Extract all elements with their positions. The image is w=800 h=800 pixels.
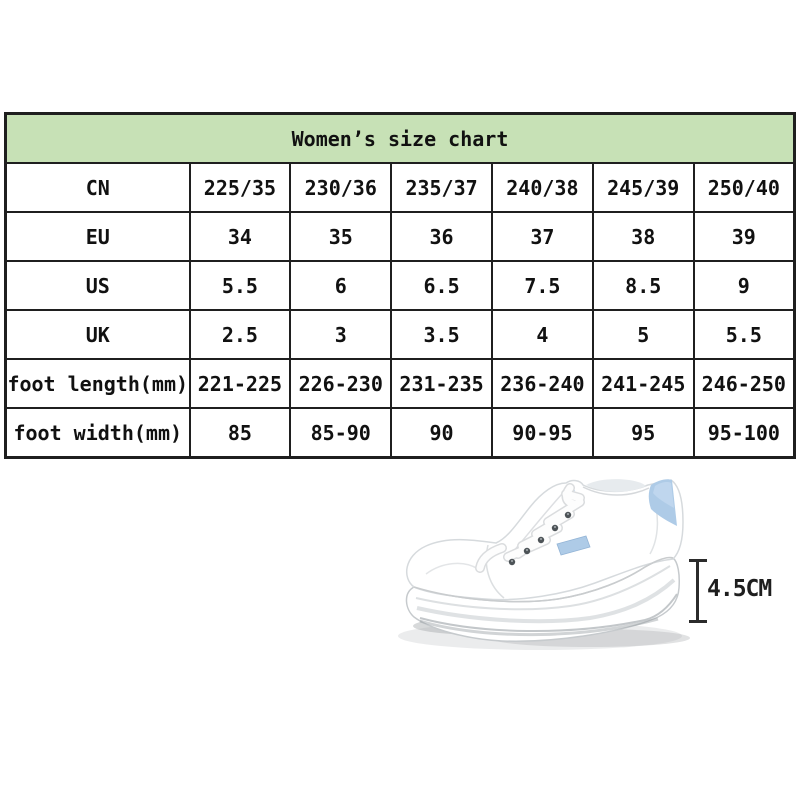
table-cell: 231-235 — [391, 359, 492, 408]
row-label-cn: CN — [6, 163, 190, 212]
table-cell: 241-245 — [593, 359, 694, 408]
sole-height-label: 4.5CM — [707, 576, 772, 602]
table-cell: 38 — [593, 212, 694, 261]
table-title-row — [6, 114, 795, 164]
table-cell: 95 — [593, 408, 694, 458]
sneaker-product-photo — [390, 450, 730, 670]
table-cell: 7.5 — [492, 261, 593, 310]
row-label-eu: EU — [6, 212, 190, 261]
table-cell: 85 — [190, 408, 291, 458]
size-chart-title: Women’s size chart — [6, 114, 795, 164]
table-cell: 90 — [391, 408, 492, 458]
table-cell: 85-90 — [290, 408, 391, 458]
table-cell: 221-225 — [190, 359, 291, 408]
table-cell: 95-100 — [694, 408, 795, 458]
table-row-eu — [6, 212, 795, 261]
measure-line-icon — [696, 562, 699, 620]
table-cell: 245/39 — [593, 163, 694, 212]
table-cell: 3 — [290, 310, 391, 359]
table-row-uk — [6, 310, 795, 359]
table-cell: 5.5 — [190, 261, 291, 310]
row-label-uk: UK — [6, 310, 190, 359]
table-cell: 34 — [190, 212, 291, 261]
table-cell: 3.5 — [391, 310, 492, 359]
table-cell: 6.5 — [391, 261, 492, 310]
table-cell: 225/35 — [190, 163, 291, 212]
table-cell: 250/40 — [694, 163, 795, 212]
sole-height-measure-bracket — [689, 559, 707, 623]
table-cell: 4 — [492, 310, 593, 359]
size-chart-table — [4, 112, 796, 459]
table-cell: 5.5 — [694, 310, 795, 359]
row-label-foot-width: foot width(mm) — [6, 408, 190, 458]
table-cell: 226-230 — [290, 359, 391, 408]
table-cell: 36 — [391, 212, 492, 261]
table-cell: 37 — [492, 212, 593, 261]
table-cell: 9 — [694, 261, 795, 310]
table-cell: 39 — [694, 212, 795, 261]
table-cell: 90-95 — [492, 408, 593, 458]
table-cell: 240/38 — [492, 163, 593, 212]
table-cell: 246-250 — [694, 359, 795, 408]
table-row-foot-length — [6, 359, 795, 408]
table-cell: 236-240 — [492, 359, 593, 408]
table-cell: 2.5 — [190, 310, 291, 359]
table-row-us — [6, 261, 795, 310]
table-cell: 35 — [290, 212, 391, 261]
table-cell: 6 — [290, 261, 391, 310]
table-cell: 5 — [593, 310, 694, 359]
table-cell: 235/37 — [391, 163, 492, 212]
table-cell: 230/36 — [290, 163, 391, 212]
table-row-cn — [6, 163, 795, 212]
row-label-us: US — [6, 261, 190, 310]
table-cell: 8.5 — [593, 261, 694, 310]
row-label-foot-length: foot length(mm) — [6, 359, 190, 408]
